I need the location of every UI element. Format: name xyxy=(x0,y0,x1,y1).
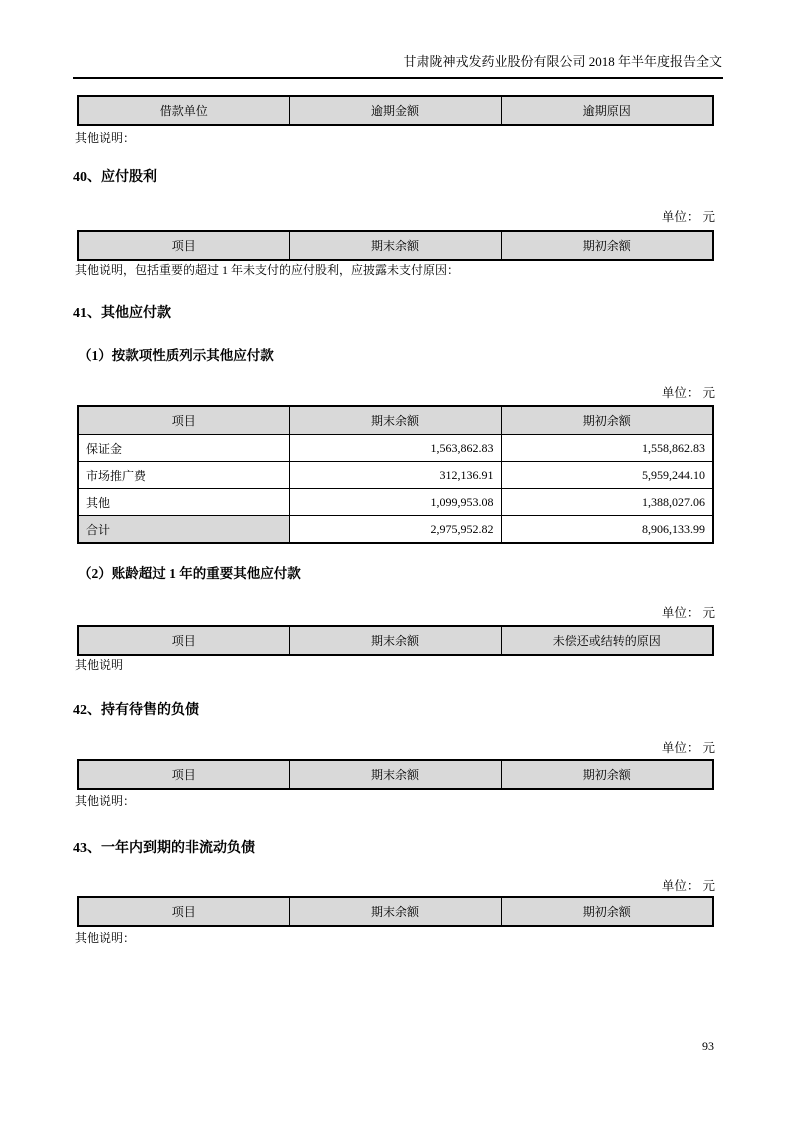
header-cell-unsettled-reason: 未偿还或结转的原因 xyxy=(501,626,713,655)
cell-closing-balance: 1,099,953.08 xyxy=(289,489,501,516)
section-41-title: 41、其他应付款 xyxy=(73,306,171,321)
overdue-loans-table xyxy=(77,95,714,126)
header-cell-closing-balance: 期末余额 xyxy=(289,760,501,789)
cell-total-opening-balance: 8,906,133.99 xyxy=(501,516,713,544)
held-for-sale-liabilities-table xyxy=(77,759,714,790)
cell-item: 市场推广费 xyxy=(78,462,289,489)
table-header-row xyxy=(78,897,713,926)
unit-label-40: 单位： 元 xyxy=(661,210,715,224)
header-cell-closing-balance: 期末余额 xyxy=(289,626,501,655)
cell-item: 保证金 xyxy=(78,435,289,462)
table-row-others xyxy=(78,489,713,516)
header-cell-item: 项目 xyxy=(78,626,289,655)
header-cell-closing-balance: 期末余额 xyxy=(289,897,501,926)
current-portion-noncurrent-liabilities-table xyxy=(77,896,714,927)
header-cell-item: 项目 xyxy=(78,231,289,260)
page-number: 93 xyxy=(702,1039,714,1053)
dividends-payable-table xyxy=(77,230,714,261)
note-section-42: 其他说明： xyxy=(75,794,136,808)
header-cell-overdue-reason: 逾期原因 xyxy=(501,96,713,125)
cell-closing-balance: 1,563,862.83 xyxy=(289,435,501,462)
cell-total-closing-balance: 2,975,952.82 xyxy=(289,516,501,544)
note-section-43: 其他说明： xyxy=(75,931,136,945)
aged-other-payables-table xyxy=(77,625,714,656)
table-row-deposits xyxy=(78,435,713,462)
section-42-title: 42、持有待售的负债 xyxy=(73,703,199,718)
header-cell-item: 项目 xyxy=(78,897,289,926)
table-header-row xyxy=(78,626,713,655)
header-cell-opening-balance: 期初余额 xyxy=(501,231,713,260)
table-row-total xyxy=(78,516,713,544)
header-cell-closing-balance: 期末余额 xyxy=(289,406,501,435)
table-header-row xyxy=(78,760,713,789)
note-overdue: 其他说明： xyxy=(75,131,136,145)
table-header-row xyxy=(78,406,713,435)
header-cell-opening-balance: 期初余额 xyxy=(501,406,713,435)
cell-opening-balance: 1,558,862.83 xyxy=(501,435,713,462)
header-cell-closing-balance: 期末余额 xyxy=(289,231,501,260)
section-43-title: 43、一年内到期的非流动负债 xyxy=(73,841,255,856)
header-cell-opening-balance: 期初余额 xyxy=(501,897,713,926)
header-cell-overdue-amount: 逾期金额 xyxy=(289,96,501,125)
table-row-marketing-fees xyxy=(78,462,713,489)
header-cell-item: 项目 xyxy=(78,406,289,435)
header-rule xyxy=(73,77,723,79)
table-header-row xyxy=(78,231,713,260)
cell-opening-balance: 5,959,244.10 xyxy=(501,462,713,489)
cell-opening-balance: 1,388,027.06 xyxy=(501,489,713,516)
note-section-41-2: 其他说明 xyxy=(75,658,124,672)
other-payables-by-nature-table xyxy=(77,405,714,544)
table-header-row xyxy=(78,96,713,125)
header-cell-borrower: 借款单位 xyxy=(78,96,289,125)
unit-label-41-2: 单位： 元 xyxy=(661,606,715,620)
section-41-2-title: （2）账龄超过 1 年的重要其他应付款 xyxy=(78,566,301,581)
unit-label-42: 单位： 元 xyxy=(661,741,715,755)
cell-closing-balance: 312,136.91 xyxy=(289,462,501,489)
unit-label-43: 单位： 元 xyxy=(661,879,715,893)
cell-total-label: 合计 xyxy=(78,516,289,544)
cell-item: 其他 xyxy=(78,489,289,516)
note-section-40: 其他说明，包括重要的超过 1 年未支付的应付股利，应披露未支付原因： xyxy=(75,263,460,277)
report-header-title: 甘肃陇神戎发药业股份有限公司 2018 年半年度报告全文 xyxy=(403,54,722,69)
header-cell-opening-balance: 期初余额 xyxy=(501,760,713,789)
header-cell-item: 项目 xyxy=(78,760,289,789)
unit-label-41-1: 单位： 元 xyxy=(661,386,715,400)
section-40-title: 40、应付股利 xyxy=(73,170,157,185)
section-41-1-title: （1）按款项性质列示其他应付款 xyxy=(78,348,274,363)
